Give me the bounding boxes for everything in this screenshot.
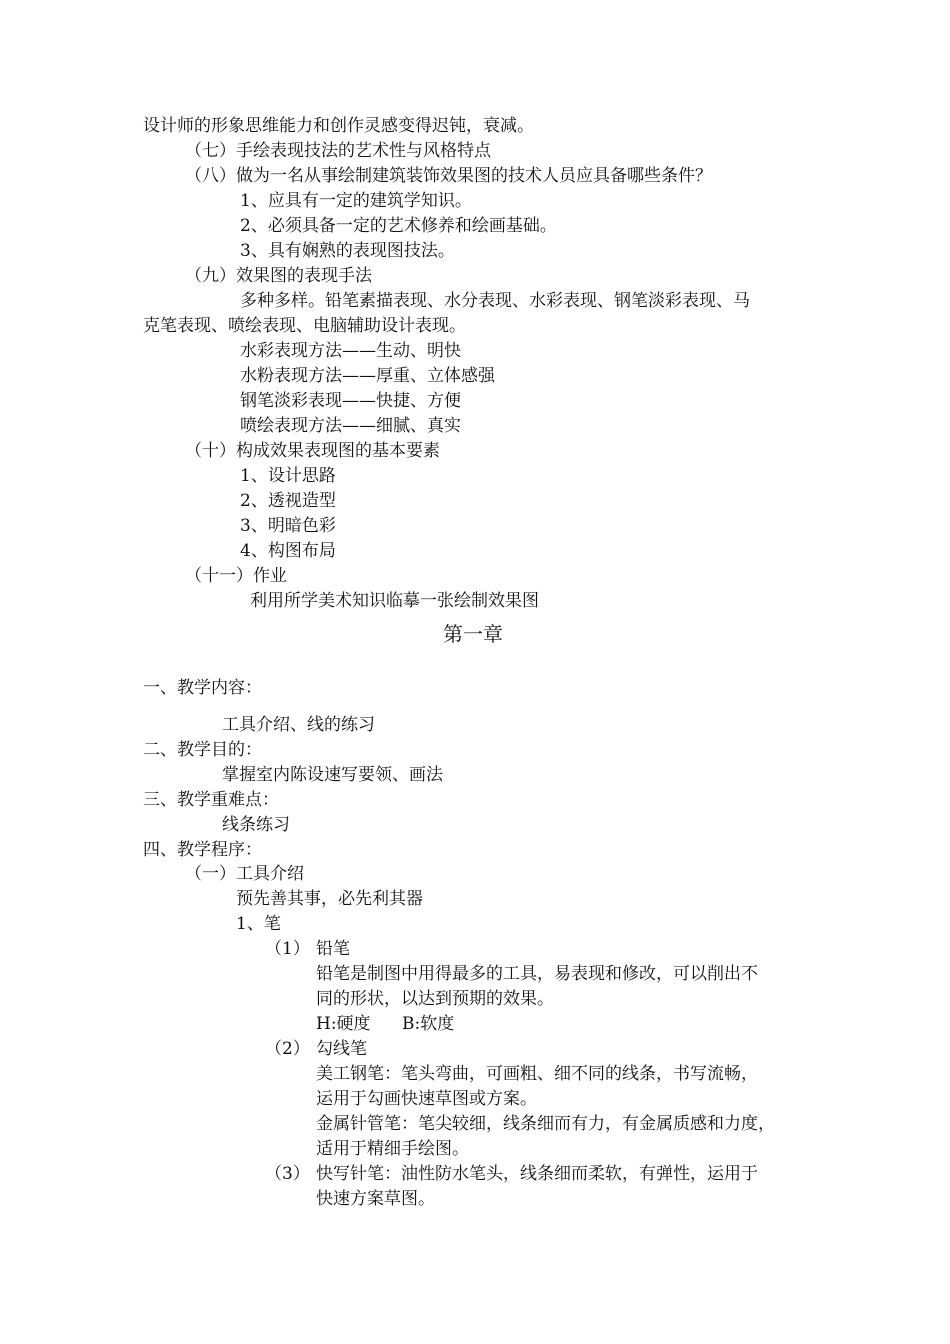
paragraph-line: 同的形状，以达到预期的效果。 xyxy=(316,989,554,1009)
list-item: 2、必须具备一定的艺术修养和绘画基础。 xyxy=(240,216,557,236)
section-heading: 一、教学内容： xyxy=(143,678,262,698)
list-item: 3、具有娴熟的表现图技法。 xyxy=(240,241,455,261)
paragraph-line: 金属针管笔：笔尖较细，线条细而有力，有金属质感和力度， xyxy=(316,1114,775,1134)
item-heading: 1、笔 xyxy=(236,914,281,934)
proverb-text: 预先善其事，必先利其器 xyxy=(236,889,423,909)
chapter-title: 第一章 xyxy=(443,622,503,646)
item-name: 勾线笔 xyxy=(316,1039,367,1059)
item-number: （2） xyxy=(265,1039,310,1059)
paragraph-line: 运用于勾画快速草图或方案。 xyxy=(316,1089,537,1109)
paragraph-line: 快速方案草图。 xyxy=(316,1189,435,1209)
paragraph-line: 克笔表现、喷绘表现、电脑辅助设计表现。 xyxy=(143,316,466,336)
section-heading-9: （九）效果图的表现手法 xyxy=(185,266,372,286)
subsection-heading: （一）工具介绍 xyxy=(185,864,304,884)
assignment-text: 利用所学美术知识临摹一张绘制效果图 xyxy=(250,591,539,611)
list-item: 4、构图布局 xyxy=(240,541,336,561)
paragraph-line: 设计师的形象思维能力和创作灵感变得迟钝，衰减。 xyxy=(143,116,534,136)
section-heading-7: （七）手绘表现技法的艺术性与风格特点 xyxy=(185,141,491,161)
list-item: 2、透视造型 xyxy=(240,491,336,511)
section-heading: 二、教学目的： xyxy=(143,740,262,760)
section-heading: 四、教学程序： xyxy=(143,840,262,860)
paragraph-line: 多种多样。铅笔素描表现、水分表现、水彩表现、钢笔淡彩表现、马 xyxy=(240,291,750,311)
list-item: 水彩表现方法——生动、明快 xyxy=(240,341,461,361)
section-text: 掌握室内陈设速写要领、画法 xyxy=(222,765,443,785)
item-number: （3） xyxy=(265,1164,310,1184)
list-item: 钢笔淡彩表现——快捷、方便 xyxy=(240,391,461,411)
section-text: 线条练习 xyxy=(222,815,290,835)
section-heading-8: （八）做为一名从事绘制建筑装饰效果图的技术人员应具备哪些条件？ xyxy=(185,166,712,186)
section-text: 工具介绍、线的练习 xyxy=(222,715,375,735)
list-item: 水粉表现方法——厚重、立体感强 xyxy=(240,366,495,386)
paragraph-line: 适用于精细手绘图。 xyxy=(316,1139,469,1159)
section-heading-10: （十）构成效果表现图的基本要素 xyxy=(185,441,440,461)
item-name: 铅笔 xyxy=(316,939,350,959)
list-item: 3、明暗色彩 xyxy=(240,516,336,536)
softness-label: B:软度 xyxy=(402,1014,455,1034)
list-item: 1、应具有一定的建筑学知识。 xyxy=(240,191,472,211)
paragraph-line: 快写针笔：油性防水笔头，线条细而柔软，有弹性，运用于 xyxy=(316,1164,758,1184)
list-item: 1、设计思路 xyxy=(240,466,336,486)
paragraph-line: 铅笔是制图中用得最多的工具，易表现和修改，可以削出不 xyxy=(316,964,758,984)
section-heading-11: （十一）作业 xyxy=(185,566,287,586)
hardness-label: H:硬度 xyxy=(316,1014,371,1034)
paragraph-line: 美工钢笔：笔头弯曲，可画粗、细不同的线条，书写流畅， xyxy=(316,1064,758,1084)
item-number: （1） xyxy=(265,939,310,959)
list-item: 喷绘表现方法——细腻、真实 xyxy=(240,416,461,436)
section-heading: 三、教学重难点： xyxy=(143,790,279,810)
